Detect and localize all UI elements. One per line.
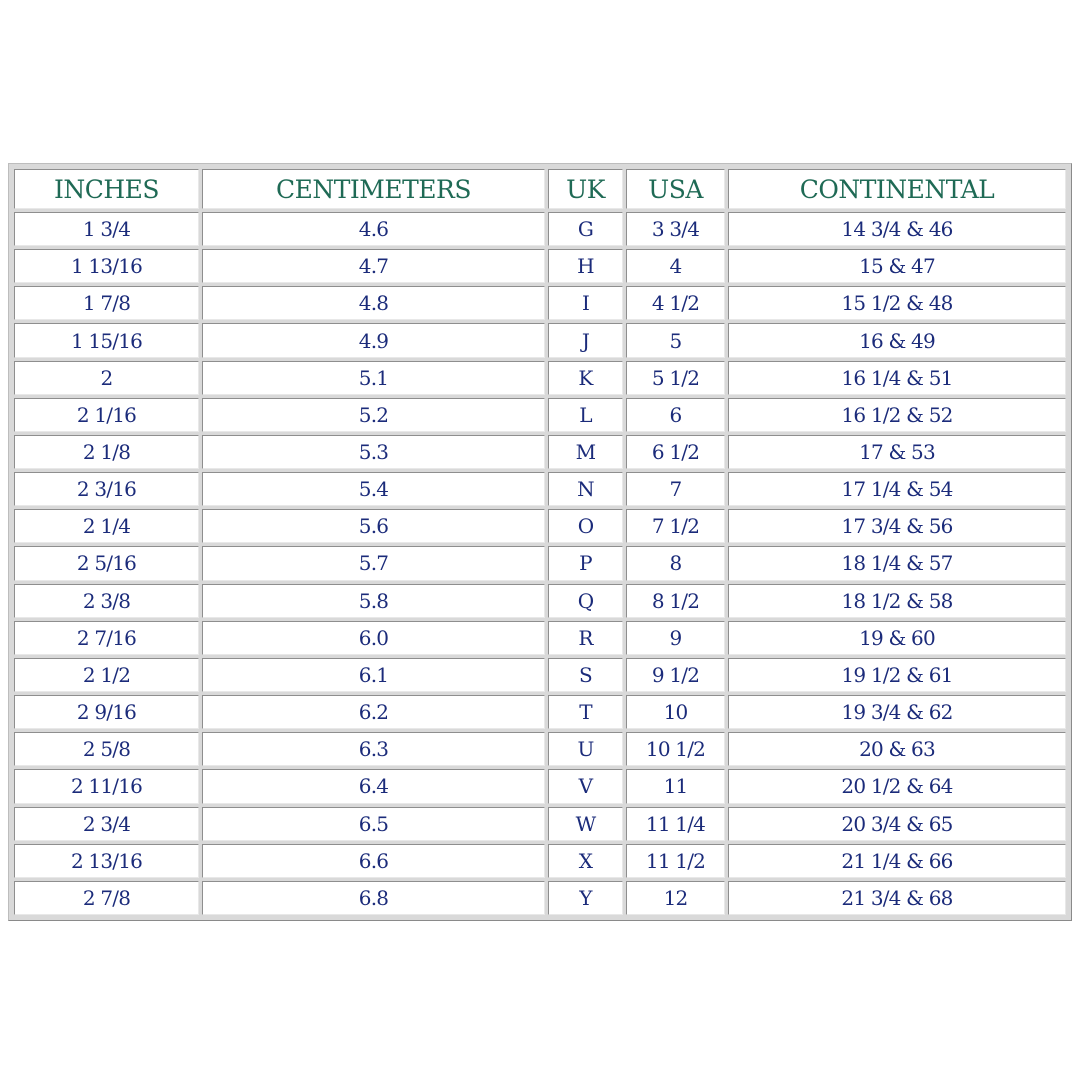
usa-cell: 6 xyxy=(626,398,725,432)
usa-cell: 11 xyxy=(626,769,725,803)
centimeters-cell: 4.7 xyxy=(202,249,545,283)
table-row xyxy=(14,361,1066,395)
usa-cell: 8 xyxy=(626,546,725,580)
uk-cell: W xyxy=(548,807,623,841)
uk-cell: J xyxy=(548,323,623,357)
continental-cell: 17 & 53 xyxy=(728,435,1066,469)
uk-cell: P xyxy=(548,546,623,580)
continental-cell: 19 & 60 xyxy=(728,621,1066,655)
table-row xyxy=(14,398,1066,432)
table-row xyxy=(14,881,1066,915)
table-row xyxy=(14,509,1066,543)
continental-cell: 18 1/4 & 57 xyxy=(728,546,1066,580)
uk-cell: N xyxy=(548,472,623,506)
usa-cell: 10 xyxy=(626,695,725,729)
centimeters-cell: 6.5 xyxy=(202,807,545,841)
uk-cell: Y xyxy=(548,881,623,915)
usa-cell: 4 xyxy=(626,249,725,283)
table-row xyxy=(14,732,1066,766)
continental-cell: 21 3/4 & 68 xyxy=(728,881,1066,915)
inches-cell: 1 15/16 xyxy=(14,323,199,357)
centimeters-cell: 6.0 xyxy=(202,621,545,655)
ring-size-chart xyxy=(8,163,1072,921)
uk-cell: H xyxy=(548,249,623,283)
usa-cell: 6 1/2 xyxy=(626,435,725,469)
continental-cell: 16 & 49 xyxy=(728,323,1066,357)
table-row xyxy=(14,807,1066,841)
inches-cell: 2 5/8 xyxy=(14,732,199,766)
table-row xyxy=(14,844,1066,878)
continental-cell: 15 & 47 xyxy=(728,249,1066,283)
centimeters-cell: 5.1 xyxy=(202,361,545,395)
uk-cell: R xyxy=(548,621,623,655)
usa-cell: 7 1/2 xyxy=(626,509,725,543)
inches-cell: 2 5/16 xyxy=(14,546,199,580)
table-row xyxy=(14,584,1066,618)
usa-cell: 3 3/4 xyxy=(626,212,725,246)
usa-cell: 5 1/2 xyxy=(626,361,725,395)
uk-cell: M xyxy=(548,435,623,469)
centimeters-cell: 5.7 xyxy=(202,546,545,580)
inches-cell: 2 3/16 xyxy=(14,472,199,506)
centimeters-cell: 5.2 xyxy=(202,398,545,432)
continental-cell: 16 1/4 & 51 xyxy=(728,361,1066,395)
uk-cell: O xyxy=(548,509,623,543)
table-row xyxy=(14,212,1066,246)
table-row xyxy=(14,769,1066,803)
centimeters-cell: 4.6 xyxy=(202,212,545,246)
table-row xyxy=(14,695,1066,729)
continental-cell: 16 1/2 & 52 xyxy=(728,398,1066,432)
centimeters-cell: 4.8 xyxy=(202,286,545,320)
centimeters-cell: 5.6 xyxy=(202,509,545,543)
header-uk: UK xyxy=(548,169,623,209)
uk-cell: S xyxy=(548,658,623,692)
inches-cell: 2 3/8 xyxy=(14,584,199,618)
uk-cell: X xyxy=(548,844,623,878)
inches-cell: 1 7/8 xyxy=(14,286,199,320)
inches-cell: 2 3/4 xyxy=(14,807,199,841)
continental-cell: 14 3/4 & 46 xyxy=(728,212,1066,246)
table-row xyxy=(14,658,1066,692)
table-body xyxy=(14,212,1066,915)
inches-cell: 2 13/16 xyxy=(14,844,199,878)
uk-cell: I xyxy=(548,286,623,320)
continental-cell: 20 1/2 & 64 xyxy=(728,769,1066,803)
header-usa: USA xyxy=(626,169,725,209)
inches-cell: 2 1/2 xyxy=(14,658,199,692)
usa-cell: 4 1/2 xyxy=(626,286,725,320)
table-row xyxy=(14,249,1066,283)
centimeters-cell: 6.2 xyxy=(202,695,545,729)
continental-cell: 17 1/4 & 54 xyxy=(728,472,1066,506)
usa-cell: 7 xyxy=(626,472,725,506)
uk-cell: T xyxy=(548,695,623,729)
header-continental: CONTINENTAL xyxy=(728,169,1066,209)
header-row xyxy=(14,169,1066,209)
centimeters-cell: 5.8 xyxy=(202,584,545,618)
table-row xyxy=(14,435,1066,469)
inches-cell: 1 13/16 xyxy=(14,249,199,283)
centimeters-cell: 4.9 xyxy=(202,323,545,357)
continental-cell: 17 3/4 & 56 xyxy=(728,509,1066,543)
inches-cell: 2 1/4 xyxy=(14,509,199,543)
uk-cell: L xyxy=(548,398,623,432)
uk-cell: Q xyxy=(548,584,623,618)
usa-cell: 9 xyxy=(626,621,725,655)
table-row xyxy=(14,472,1066,506)
inches-cell: 2 7/8 xyxy=(14,881,199,915)
table-row xyxy=(14,546,1066,580)
usa-cell: 11 1/2 xyxy=(626,844,725,878)
table-row xyxy=(14,323,1066,357)
inches-cell: 2 1/8 xyxy=(14,435,199,469)
usa-cell: 9 1/2 xyxy=(626,658,725,692)
continental-cell: 20 & 63 xyxy=(728,732,1066,766)
centimeters-cell: 6.3 xyxy=(202,732,545,766)
usa-cell: 12 xyxy=(626,881,725,915)
continental-cell: 18 1/2 & 58 xyxy=(728,584,1066,618)
usa-cell: 5 xyxy=(626,323,725,357)
header-centimeters: CENTIMETERS xyxy=(202,169,545,209)
table-row xyxy=(14,286,1066,320)
usa-cell: 11 1/4 xyxy=(626,807,725,841)
inches-cell: 1 3/4 xyxy=(14,212,199,246)
usa-cell: 10 1/2 xyxy=(626,732,725,766)
continental-cell: 21 1/4 & 66 xyxy=(728,844,1066,878)
uk-cell: G xyxy=(548,212,623,246)
centimeters-cell: 6.8 xyxy=(202,881,545,915)
centimeters-cell: 5.3 xyxy=(202,435,545,469)
header-inches: INCHES xyxy=(14,169,199,209)
continental-cell: 20 3/4 & 65 xyxy=(728,807,1066,841)
table-row xyxy=(14,621,1066,655)
uk-cell: K xyxy=(548,361,623,395)
continental-cell: 19 3/4 & 62 xyxy=(728,695,1066,729)
centimeters-cell: 6.6 xyxy=(202,844,545,878)
ring-size-table xyxy=(11,166,1069,918)
uk-cell: V xyxy=(548,769,623,803)
centimeters-cell: 5.4 xyxy=(202,472,545,506)
inches-cell: 2 11/16 xyxy=(14,769,199,803)
continental-cell: 19 1/2 & 61 xyxy=(728,658,1066,692)
inches-cell: 2 7/16 xyxy=(14,621,199,655)
inches-cell: 2 xyxy=(14,361,199,395)
continental-cell: 15 1/2 & 48 xyxy=(728,286,1066,320)
inches-cell: 2 1/16 xyxy=(14,398,199,432)
centimeters-cell: 6.4 xyxy=(202,769,545,803)
centimeters-cell: 6.1 xyxy=(202,658,545,692)
uk-cell: U xyxy=(548,732,623,766)
inches-cell: 2 9/16 xyxy=(14,695,199,729)
usa-cell: 8 1/2 xyxy=(626,584,725,618)
